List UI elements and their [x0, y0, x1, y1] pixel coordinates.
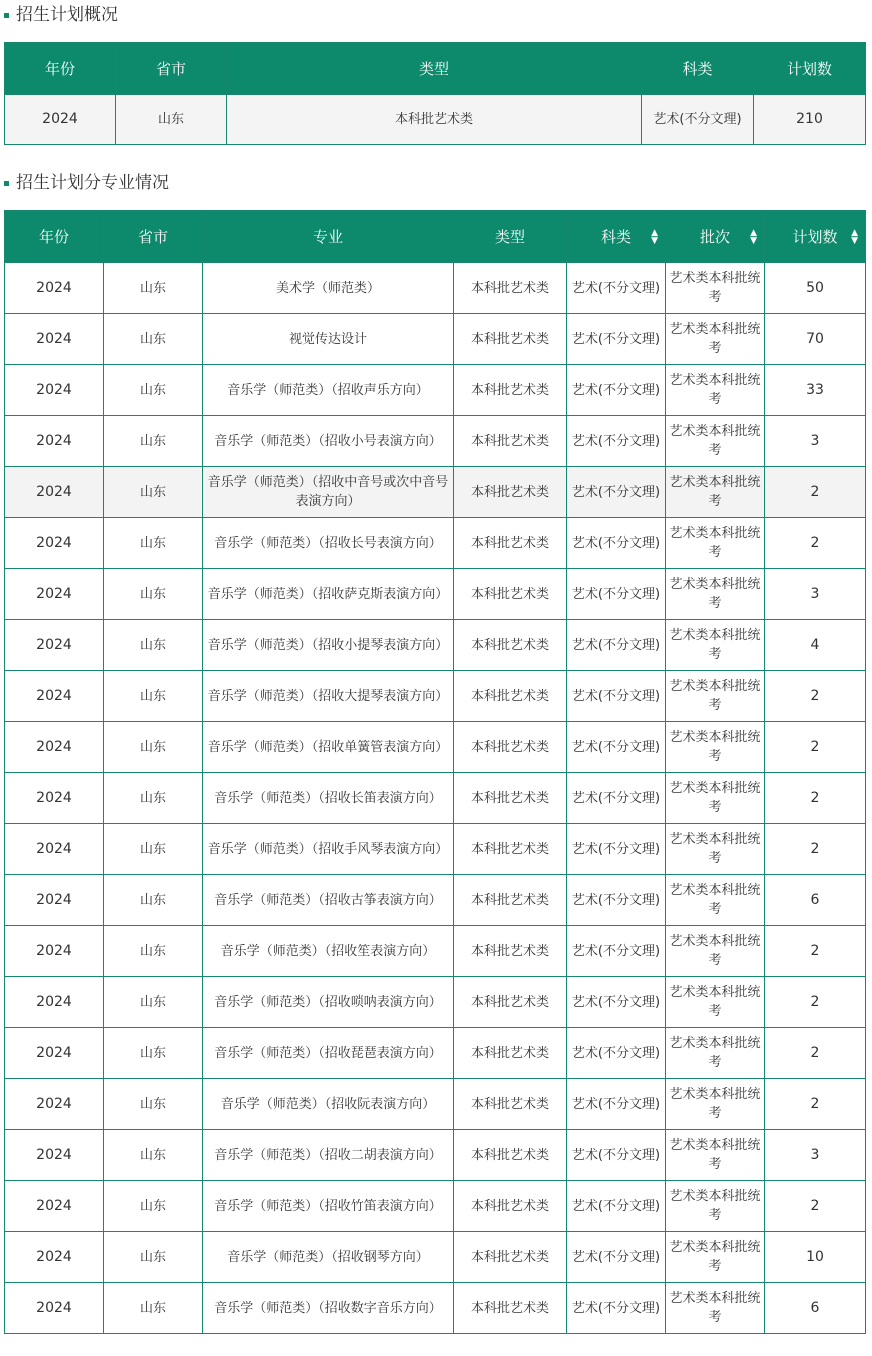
- cell-plan-count: 2: [765, 773, 866, 824]
- cell-plan-count: 33: [765, 365, 866, 416]
- cell-category: 艺术(不分文理): [567, 1283, 666, 1334]
- cell-province: 山东: [104, 1028, 203, 1079]
- cell-plan-count: 2: [765, 1028, 866, 1079]
- cell-province: 山东: [116, 95, 227, 145]
- cell-category: 艺术(不分文理): [567, 875, 666, 926]
- cell-type: 本科批艺术类: [454, 977, 567, 1028]
- cell-year: 2024: [5, 467, 104, 518]
- cell-year: 2024: [5, 1181, 104, 1232]
- cell-type: 本科批艺术类: [454, 926, 567, 977]
- cell-plan-count: 3: [765, 416, 866, 467]
- cell-batch: 艺术类本科批统考: [666, 416, 765, 467]
- table-row: [5, 416, 866, 467]
- cell-type: 本科批艺术类: [454, 1232, 567, 1283]
- cell-major: 音乐学（师范类）（招收唢呐表演方向）: [203, 977, 454, 1028]
- cell-year: 2024: [5, 518, 104, 569]
- cell-type: 本科批艺术类: [454, 620, 567, 671]
- cell-province: 山东: [104, 263, 203, 314]
- cell-plan-count: 2: [765, 977, 866, 1028]
- cell-batch: 艺术类本科批统考: [666, 1283, 765, 1334]
- cell-type: 本科批艺术类: [454, 569, 567, 620]
- cell-plan-count: 50: [765, 263, 866, 314]
- cell-batch: 艺术类本科批统考: [666, 1028, 765, 1079]
- cell-year: 2024: [5, 1283, 104, 1334]
- cell-province: 山东: [104, 620, 203, 671]
- cell-batch: 艺术类本科批统考: [666, 518, 765, 569]
- cell-batch: 艺术类本科批统考: [666, 1232, 765, 1283]
- cell-batch: 艺术类本科批统考: [666, 824, 765, 875]
- cell-category: 艺术(不分文理): [567, 467, 666, 518]
- table-row: [5, 1181, 866, 1232]
- table-row: [5, 1130, 866, 1181]
- cell-major: 音乐学（师范类）（招收琵琶表演方向）: [203, 1028, 454, 1079]
- cell-batch: 艺术类本科批统考: [666, 1130, 765, 1181]
- cell-type: 本科批艺术类: [454, 1181, 567, 1232]
- cell-province: 山东: [104, 875, 203, 926]
- cell-year: 2024: [5, 314, 104, 365]
- cell-batch: 艺术类本科批统考: [666, 365, 765, 416]
- cell-year: 2024: [5, 95, 116, 145]
- cell-type: 本科批艺术类: [454, 314, 567, 365]
- cell-plan-count: 2: [765, 722, 866, 773]
- table-row: [5, 1028, 866, 1079]
- cell-major: 音乐学（师范类）（招收小提琴表演方向）: [203, 620, 454, 671]
- cell-plan-count: 2: [765, 824, 866, 875]
- cell-type: 本科批艺术类: [454, 722, 567, 773]
- cell-batch: 艺术类本科批统考: [666, 467, 765, 518]
- cell-year: 2024: [5, 620, 104, 671]
- cell-batch: 艺术类本科批统考: [666, 569, 765, 620]
- cell-batch: 艺术类本科批统考: [666, 722, 765, 773]
- sort-icon[interactable]: ▲ ▼: [651, 227, 658, 246]
- cell-category: 艺术(不分文理): [567, 569, 666, 620]
- table-row: [5, 977, 866, 1028]
- cell-year: 2024: [5, 365, 104, 416]
- cell-type: 本科批艺术类: [454, 416, 567, 467]
- cell-province: 山东: [104, 569, 203, 620]
- header-plan-count: 计划数: [754, 43, 866, 95]
- header-year: 年份: [5, 211, 104, 263]
- cell-batch: 艺术类本科批统考: [666, 314, 765, 365]
- header-year: 年份: [5, 43, 116, 95]
- majors-table-body: [5, 263, 866, 1334]
- table-row: [5, 569, 866, 620]
- cell-year: 2024: [5, 1130, 104, 1181]
- cell-type: 本科批艺术类: [454, 875, 567, 926]
- cell-major: 音乐学（师范类）（招收大提琴表演方向）: [203, 671, 454, 722]
- cell-category: 艺术(不分文理): [567, 1028, 666, 1079]
- cell-province: 山东: [104, 467, 203, 518]
- cell-province: 山东: [104, 314, 203, 365]
- cell-type: 本科批艺术类: [454, 1028, 567, 1079]
- cell-plan-count: 3: [765, 569, 866, 620]
- cell-type: 本科批艺术类: [454, 467, 567, 518]
- table-row: [5, 620, 866, 671]
- cell-major: 音乐学（师范类）（招收二胡表演方向）: [203, 1130, 454, 1181]
- cell-major: 音乐学（师范类）（招收钢琴方向）: [203, 1232, 454, 1283]
- cell-major: 音乐学（师范类）（招收笙表演方向）: [203, 926, 454, 977]
- square-bullet-icon: [4, 181, 9, 186]
- summary-header-row: [5, 43, 866, 95]
- cell-type: 本科批艺术类: [454, 1079, 567, 1130]
- header-province: 省市: [104, 211, 203, 263]
- cell-category: 艺术(不分文理): [567, 518, 666, 569]
- cell-year: 2024: [5, 263, 104, 314]
- cell-year: 2024: [5, 875, 104, 926]
- cell-year: 2024: [5, 569, 104, 620]
- table-row: [5, 1232, 866, 1283]
- cell-year: 2024: [5, 1232, 104, 1283]
- cell-plan-count: 6: [765, 1283, 866, 1334]
- cell-category: 艺术(不分文理): [567, 773, 666, 824]
- majors-header-row: [5, 211, 866, 263]
- sort-icon[interactable]: ▲ ▼: [851, 227, 858, 246]
- table-row: [5, 926, 866, 977]
- cell-province: 山东: [104, 365, 203, 416]
- cell-year: 2024: [5, 824, 104, 875]
- cell-major: 视觉传达设计: [203, 314, 454, 365]
- cell-province: 山东: [104, 1181, 203, 1232]
- table-row: [5, 824, 866, 875]
- summary-row: [5, 95, 866, 145]
- cell-major: 音乐学（师范类）（招收古筝表演方向）: [203, 875, 454, 926]
- cell-province: 山东: [104, 1232, 203, 1283]
- cell-batch: 艺术类本科批统考: [666, 263, 765, 314]
- cell-province: 山东: [104, 1079, 203, 1130]
- cell-major: 音乐学（师范类）（招收长笛表演方向）: [203, 773, 454, 824]
- cell-batch: 艺术类本科批统考: [666, 926, 765, 977]
- cell-major: 音乐学（师范类）（招收中音号或次中音号表演方向）: [203, 467, 454, 518]
- cell-province: 山东: [104, 722, 203, 773]
- cell-category: 艺术(不分文理): [567, 977, 666, 1028]
- header-major: 专业: [203, 211, 454, 263]
- cell-plan-count: 4: [765, 620, 866, 671]
- square-bullet-icon: [4, 13, 9, 18]
- header-plan-count-sortable[interactable]: [765, 211, 866, 263]
- cell-plan-count: 6: [765, 875, 866, 926]
- sort-icon[interactable]: ▲ ▼: [750, 227, 757, 246]
- cell-province: 山东: [104, 671, 203, 722]
- cell-year: 2024: [5, 773, 104, 824]
- cell-plan-count: 2: [765, 1079, 866, 1130]
- cell-batch: 艺术类本科批统考: [666, 671, 765, 722]
- table-row: [5, 314, 866, 365]
- cell-plan-count: 210: [754, 95, 866, 145]
- section-title-text: 招生计划分专业情况: [16, 173, 169, 193]
- cell-category: 艺术(不分文理): [567, 722, 666, 773]
- cell-major: 音乐学（师范类）（招收单簧管表演方向）: [203, 722, 454, 773]
- cell-category: 艺术(不分文理): [567, 926, 666, 977]
- header-plan-count-label: 计划数: [792, 228, 838, 246]
- cell-province: 山东: [104, 773, 203, 824]
- section-title-overview: [4, 3, 118, 27]
- cell-category: 艺术(不分文理): [567, 824, 666, 875]
- header-category-label: 科类: [600, 228, 631, 246]
- summary-table: [4, 42, 866, 145]
- section-title-majors: [4, 171, 169, 195]
- cell-major: 音乐学（师范类）（招收竹笛表演方向）: [203, 1181, 454, 1232]
- header-type: 类型: [227, 43, 642, 95]
- cell-category: 艺术(不分文理): [567, 671, 666, 722]
- header-batch-label: 批次: [699, 228, 730, 246]
- cell-province: 山东: [104, 518, 203, 569]
- cell-province: 山东: [104, 1283, 203, 1334]
- cell-category: 艺术(不分文理): [567, 263, 666, 314]
- cell-category: 艺术(不分文理): [567, 1079, 666, 1130]
- cell-plan-count: 70: [765, 314, 866, 365]
- cell-plan-count: 2: [765, 926, 866, 977]
- cell-plan-count: 2: [765, 671, 866, 722]
- cell-type: 本科批艺术类: [227, 95, 642, 145]
- cell-major: 音乐学（师范类）（招收长号表演方向）: [203, 518, 454, 569]
- table-row: [5, 875, 866, 926]
- table-row: [5, 1079, 866, 1130]
- cell-category: 艺术(不分文理): [567, 416, 666, 467]
- cell-type: 本科批艺术类: [454, 824, 567, 875]
- cell-type: 本科批艺术类: [454, 671, 567, 722]
- cell-type: 本科批艺术类: [454, 773, 567, 824]
- cell-major: 音乐学（师范类）（招收萨克斯表演方向）: [203, 569, 454, 620]
- cell-category: 艺术(不分文理): [567, 1232, 666, 1283]
- cell-major: 美术学（师范类）: [203, 263, 454, 314]
- table-row: [5, 773, 866, 824]
- cell-province: 山东: [104, 977, 203, 1028]
- cell-year: 2024: [5, 671, 104, 722]
- cell-year: 2024: [5, 926, 104, 977]
- table-row: [5, 1283, 866, 1334]
- cell-batch: 艺术类本科批统考: [666, 1181, 765, 1232]
- cell-type: 本科批艺术类: [454, 263, 567, 314]
- header-province: 省市: [116, 43, 227, 95]
- cell-category: 艺术(不分文理): [567, 314, 666, 365]
- table-row: [5, 518, 866, 569]
- cell-plan-count: 2: [765, 518, 866, 569]
- cell-major: 音乐学（师范类）（招收声乐方向）: [203, 365, 454, 416]
- table-row: [5, 365, 866, 416]
- cell-plan-count: 3: [765, 1130, 866, 1181]
- cell-type: 本科批艺术类: [454, 1283, 567, 1334]
- cell-batch: 艺术类本科批统考: [666, 773, 765, 824]
- cell-year: 2024: [5, 416, 104, 467]
- cell-type: 本科批艺术类: [454, 1130, 567, 1181]
- cell-major: 音乐学（师范类）（招收小号表演方向）: [203, 416, 454, 467]
- header-batch-sortable[interactable]: [666, 211, 765, 263]
- cell-province: 山东: [104, 926, 203, 977]
- cell-category: 艺术(不分文理): [567, 365, 666, 416]
- cell-province: 山东: [104, 416, 203, 467]
- cell-category: 艺术(不分文理): [642, 95, 754, 145]
- header-category-sortable[interactable]: [567, 211, 666, 263]
- table-row: [5, 263, 866, 314]
- cell-province: 山东: [104, 1130, 203, 1181]
- table-row: [5, 722, 866, 773]
- cell-category: 艺术(不分文理): [567, 1181, 666, 1232]
- cell-category: 艺术(不分文理): [567, 620, 666, 671]
- cell-major: 音乐学（师范类）（招收数字音乐方向）: [203, 1283, 454, 1334]
- cell-category: 艺术(不分文理): [567, 1130, 666, 1181]
- table-row: [5, 671, 866, 722]
- cell-plan-count: 2: [765, 467, 866, 518]
- majors-table: [4, 210, 866, 1334]
- cell-year: 2024: [5, 722, 104, 773]
- cell-year: 2024: [5, 977, 104, 1028]
- cell-major: 音乐学（师范类）（招收阮表演方向）: [203, 1079, 454, 1130]
- header-category: 科类: [642, 43, 754, 95]
- cell-plan-count: 10: [765, 1232, 866, 1283]
- cell-plan-count: 2: [765, 1181, 866, 1232]
- cell-batch: 艺术类本科批统考: [666, 977, 765, 1028]
- table-row: [5, 467, 866, 518]
- section-title-text: 招生计划概况: [16, 5, 118, 25]
- cell-year: 2024: [5, 1028, 104, 1079]
- header-type: 类型: [454, 211, 567, 263]
- cell-type: 本科批艺术类: [454, 365, 567, 416]
- cell-type: 本科批艺术类: [454, 518, 567, 569]
- cell-province: 山东: [104, 824, 203, 875]
- cell-major: 音乐学（师范类）（招收手风琴表演方向）: [203, 824, 454, 875]
- cell-batch: 艺术类本科批统考: [666, 1079, 765, 1130]
- cell-batch: 艺术类本科批统考: [666, 875, 765, 926]
- cell-batch: 艺术类本科批统考: [666, 620, 765, 671]
- cell-year: 2024: [5, 1079, 104, 1130]
